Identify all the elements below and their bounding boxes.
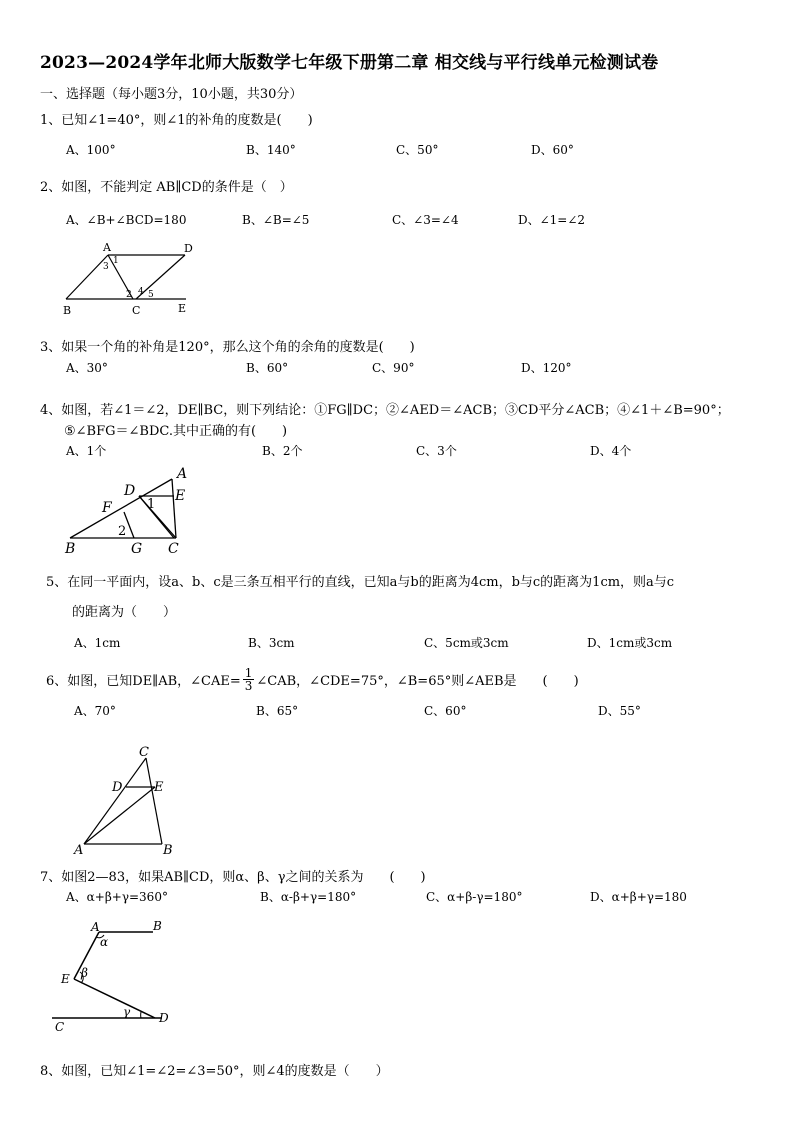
q1-option-a: A、100° — [66, 143, 116, 157]
q2-label-3: 3 — [103, 262, 109, 272]
q2-label-4: 4 — [138, 287, 144, 297]
q5-option-c: C、5cm或3cm — [424, 636, 509, 650]
q7-option-b: B、α-β+γ=180° — [260, 890, 357, 904]
q7-label-alpha: α — [100, 935, 109, 949]
q5-option-b: B、3cm — [248, 636, 295, 650]
q1-option-b: B、140° — [246, 143, 296, 157]
q2-label-c: C — [132, 304, 141, 317]
q4-label-e: E — [175, 488, 186, 504]
question-8-text: 8、如图，已知∠1=∠2=∠3=50°，则∠4的度数是（ ） — [40, 1064, 389, 1079]
q4-label-2: 2 — [118, 524, 127, 539]
question-5-text: 5、在同一平面内，设a、b、c是三条互相平行的直线，已知a与b的距离为4cm，b与c的距离为1cm，则a与c — [46, 575, 675, 590]
q5-option-a: A、1cm — [74, 636, 121, 650]
question-1-text: 1、已知∠1=40°，则∠1的补角的度数是( ) — [40, 113, 313, 128]
q2-option-d: D、∠1=∠2 — [518, 213, 586, 227]
q7-label-c: C — [55, 1020, 65, 1034]
q6-label-e: E — [154, 780, 164, 795]
section-heading: 一、选择题（每小题3分，10小题，共30分） — [40, 87, 303, 102]
q6-option-d: D、55° — [598, 704, 641, 718]
q2-label-b: B — [63, 304, 72, 317]
q7-label-e: E — [61, 972, 70, 986]
q6-frac-den: 3 — [244, 678, 253, 693]
q4-option-d: D、4个 — [590, 444, 632, 458]
q2-label-d: D — [184, 242, 193, 255]
q2-option-c: C、∠3=∠4 — [392, 213, 459, 227]
q4-label-b: B — [65, 541, 76, 557]
q3-option-c: C、90° — [372, 361, 415, 375]
page-title: 2023—2024学年北师大版数学七年级下册第二章 相交线与平行线单元检测试卷 — [40, 53, 659, 73]
q3-option-b: B、60° — [246, 361, 289, 375]
q6-label-b: B — [163, 843, 173, 858]
question-7-text: 7、如图2—83，如果AB∥CD，则α、β、γ之间的关系为 ( ) — [40, 870, 426, 885]
q7-label-d: D — [159, 1011, 169, 1025]
q2-label-5: 5 — [148, 290, 154, 300]
question-5-text-2: 的距离为（ ） — [72, 605, 177, 620]
q2-label-1: 1 — [113, 256, 119, 266]
q4-label-c: C — [168, 541, 179, 557]
q4-option-b: B、2个 — [262, 444, 303, 458]
q6-label-a: A — [74, 843, 84, 858]
question-4-text: 4、如图，若∠1＝∠2，DE∥BC，则下列结论：①FG∥DC；②∠AED＝∠ACB；③CD平分∠ACB；④∠1＋∠B=90°； — [40, 403, 730, 418]
q7-label-a: A — [91, 920, 100, 934]
question-2-text: 2、如图，不能判定 AB∥CD的条件是（ ） — [40, 180, 293, 195]
q7-option-c: C、α+β-γ=180° — [426, 890, 523, 904]
q6-text-post: ∠CAB，∠CDE=75°，∠B=65°则∠AEB是 ( ) — [256, 673, 579, 689]
q4-label-g: G — [131, 541, 143, 557]
q6-option-a: A、70° — [74, 704, 116, 718]
q2-label-e: E — [178, 302, 187, 315]
q4-label-1: 1 — [147, 497, 156, 512]
q6-text-pre: 6、如图，已知DE∥AB，∠CAE= — [46, 673, 241, 689]
q2-label-a: A — [103, 241, 111, 254]
q4-label-a: A — [177, 466, 188, 482]
q2-option-a: A、∠B+∠BCD=180 — [66, 213, 187, 227]
q3-option-d: D、120° — [521, 361, 572, 375]
q4-option-a: A、1个 — [66, 444, 107, 458]
q1-option-d: D、60° — [531, 143, 574, 157]
q7-label-beta: β — [81, 966, 88, 980]
q3-option-a: A、30° — [66, 361, 108, 375]
q1-option-c: C、50° — [396, 143, 439, 157]
q2-option-b: B、∠B=∠5 — [242, 213, 310, 227]
q6-frac-num: 1 — [244, 665, 253, 680]
q7-label-gamma: γ — [123, 1005, 131, 1019]
q4-option-c: C、3个 — [416, 444, 457, 458]
q2-label-2: 2 — [126, 290, 132, 300]
q6-option-c: C、60° — [424, 704, 467, 718]
q6-label-d: D — [112, 780, 123, 795]
q4-label-d: D — [124, 483, 136, 499]
q4-label-f: F — [102, 500, 112, 516]
q5-option-d: D、1cm或3cm — [587, 636, 673, 650]
question-3-text: 3、如果一个角的补角是120°，那么这个角的余角的度数是( ) — [40, 340, 415, 355]
q6-option-b: B、65° — [256, 704, 299, 718]
q7-option-d: D、α+β+γ=180 — [590, 890, 687, 904]
q7-label-b: B — [153, 919, 162, 933]
q6-label-c: C — [139, 745, 149, 760]
q7-option-a: A、α+β+γ=360° — [66, 890, 168, 904]
question-4-text-2: ⑤∠BFG＝∠BDC.其中正确的有( ) — [64, 424, 288, 439]
